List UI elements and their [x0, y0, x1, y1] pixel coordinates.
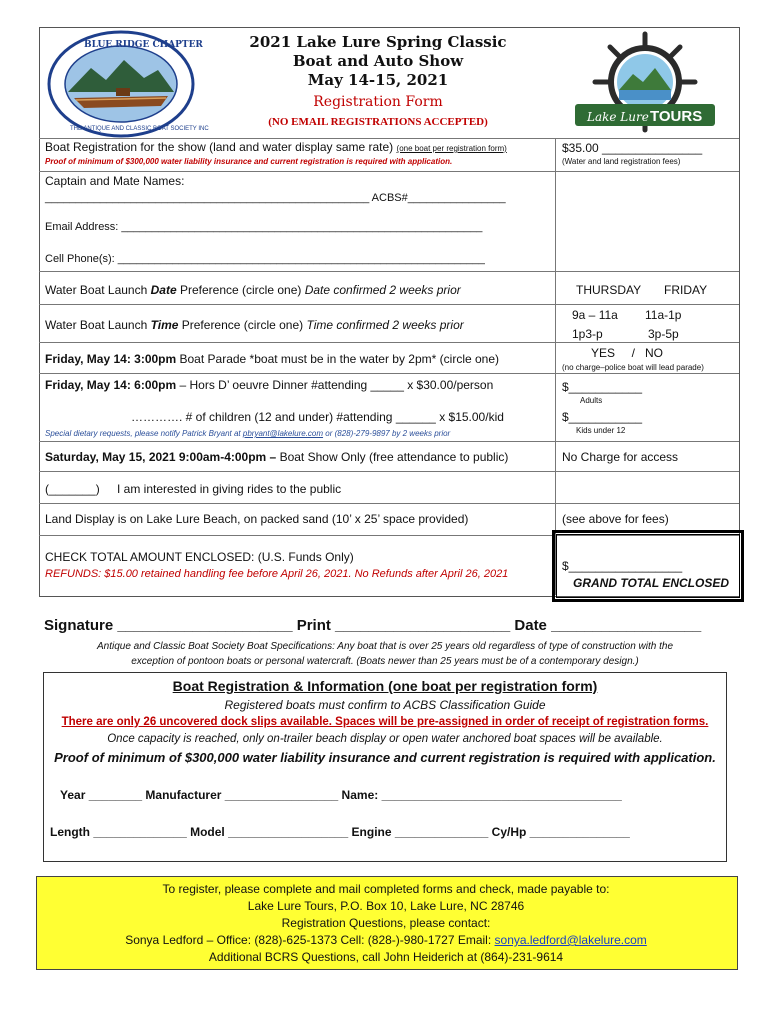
- cell-phone-field[interactable]: Cell Phone(s): ____________________________________________________________: [45, 253, 485, 265]
- boat-parade-row: Friday, May 14: 3:00pm Boat Parade *boat must be in the water by 2pm* (circle one): [45, 352, 500, 366]
- adults-label: Adults: [580, 396, 603, 405]
- lake-lure-tours-logo: [565, 30, 725, 134]
- kids-under-label: Kids under 12: [576, 426, 626, 435]
- event-title-line2: Boat and Auto Show: [292, 52, 464, 70]
- signature-print-date-line[interactable]: Signature _____________________ Print _____________________ Date __________________: [44, 617, 702, 634]
- sonya-email-link[interactable]: sonya.ledford@lakelure.com: [494, 933, 647, 947]
- dinner-adults-amount[interactable]: $___________: [562, 380, 643, 394]
- logo-right-text-2: TOURS: [650, 108, 703, 125]
- time-option-1p-3p[interactable]: 1p3-p: [572, 327, 603, 341]
- dock-slips-note: There are only 26 uncovered dock slips available. Spaces will be pre-assigned in order of receipt of registration forms.: [61, 716, 709, 728]
- grand-total-amount[interactable]: $_________________: [562, 559, 683, 573]
- boat-registration-label: [45, 140, 507, 154]
- event-title-line1: 2021 Lake Lure Spring Classic: [249, 33, 507, 51]
- one-boat-note: (one boat per registration form): [396, 144, 507, 153]
- land-display-row: Land Display is on Lake Lure Beach, on packed sand (10’ x 25’ space provided): [45, 512, 469, 526]
- email-address-field[interactable]: Email Address: ___________________________________________________________: [45, 221, 483, 233]
- row-divider: [39, 373, 739, 374]
- saturday-show-row: Saturday, May 15, 2021 9:00am-4:00pm – Boat Show Only (free attendance to public): [45, 450, 509, 464]
- police-boat-note: (no charge–police boat will lead parade): [562, 363, 704, 372]
- boat-registration-text: Boat Registration for the show (land and water display same rate): [45, 140, 394, 154]
- logo-left-text-top: BLUE RIDGE CHAPTER: [84, 40, 203, 50]
- see-above-fees: (see above for fees): [562, 512, 669, 526]
- proof-insurance-box-note: Proof of minimum of $300,000 water liability insurance and current registration is required with application.: [54, 750, 716, 765]
- length-model-engine-fields[interactable]: Length ______________ Model __________________ Engine ______________ Cy/Hp _______________: [50, 825, 630, 839]
- time-option-3p-5p[interactable]: 3p-5p: [648, 327, 679, 341]
- column-divider: [555, 138, 556, 595]
- parade-yes-no[interactable]: YES / NO: [591, 346, 664, 360]
- time-option-9a-11a[interactable]: 9a – 11a: [572, 308, 618, 322]
- check-total-label: CHECK TOTAL AMOUNT ENCLOSED: (U.S. Funds Only): [45, 550, 354, 564]
- grand-total-label: GRAND TOTAL ENCLOSED: [573, 576, 730, 590]
- time-option-11a-1p[interactable]: 11a-1p: [645, 308, 682, 322]
- children-row: …………. # of children (12 and under) #attending ______ x $15.00/kid: [131, 410, 504, 424]
- launch-time-preference: Water Boat Launch Time Preference (circle one) Time confirmed 2 weeks prior: [45, 318, 464, 332]
- blue-ridge-chapter-logo: [46, 30, 209, 138]
- row-divider: [39, 503, 739, 504]
- footer-line3: Registration Questions, please contact:: [281, 916, 491, 930]
- capacity-note: Once capacity is reached, only on-trailer beach display or open water anchored boat spaces will be available.: [107, 733, 663, 745]
- captain-label: Captain and Mate Names:: [45, 174, 185, 188]
- logo-right-text-1: Lake Lure: [587, 110, 649, 124]
- footer-line2: Lake Lure Tours, P.O. Box 10, Lake Lure, NC 28746: [247, 899, 525, 913]
- specs-line1: Antique and Classic Boat Society Boat Specifications: Any boat that is over 25 years old regardless of type of construction with the: [96, 641, 674, 652]
- row-divider: [39, 342, 739, 343]
- acbs-guide-note: Registered boats must confirm to ACBS Classification Guide: [224, 698, 546, 712]
- boat-registration-price[interactable]: $35.00 _______________: [562, 141, 703, 155]
- specs-line2: exception of pontoon boats or personal watercraft. (Boats newer than 25 years must be of a contemporary design.): [131, 656, 639, 667]
- logo-left-text-bottom: THE ANTIQUE AND CLASSIC BOAT SOCIETY INC: [70, 126, 209, 132]
- dinner-row: Friday, May 14: 6:00pm – Hors D’ oeuvre Dinner #attending _____ x $30.00/person: [45, 378, 494, 392]
- rides-blank[interactable]: (_______): [45, 482, 100, 496]
- boat-info-heading: Boat Registration & Information (one boat per registration form): [172, 678, 598, 694]
- refunds-note: REFUNDS: $15.00 retained handling fee before April 26, 2021. No Refunds after April 26, 2021: [45, 568, 509, 580]
- captain-names-field[interactable]: _____________________________________________________ ACBS#________________: [45, 192, 506, 204]
- no-email-notice: (NO EMAIL REGISTRATIONS ACCEPTED): [268, 116, 488, 128]
- event-title-line3: May 14-15, 2021: [307, 71, 449, 89]
- day-option-friday[interactable]: FRIDAY: [664, 283, 708, 297]
- row-divider: [39, 271, 739, 272]
- year-manufacturer-name-fields[interactable]: Year ________ Manufacturer _________________ Name: ____________________________________: [60, 788, 622, 802]
- footer-line5: Additional BCRS Questions, call John Heiderich at (864)-231-9614: [208, 950, 564, 964]
- day-option-thursday[interactable]: THURSDAY: [576, 283, 642, 297]
- launch-date-preference: Water Boat Launch Date Preference (circle one) Date confirmed 2 weeks prior: [45, 283, 461, 297]
- fees-note: (Water and land registration fees): [562, 157, 681, 166]
- row-divider: [39, 441, 739, 442]
- footer-line1: To register, please complete and mail completed forms and check, made payable to:: [162, 882, 610, 896]
- row-divider: [39, 304, 739, 305]
- row-divider: [39, 171, 555, 172]
- row-divider: [39, 138, 739, 139]
- dietary-email-link[interactable]: pbryant@lakelure.com: [242, 429, 324, 438]
- footer-line4: Sonya Ledford – Office: (828)-625-1373 Cell: (828-)-980-1727 Email: sonya.ledford@lakelure.com: [125, 933, 647, 947]
- no-charge-label: No Charge for access: [562, 450, 679, 464]
- registration-form-subtitle: Registration Form: [313, 94, 443, 110]
- kids-amount[interactable]: $___________: [562, 410, 643, 424]
- row-divider: [555, 171, 739, 172]
- dietary-requests-note: Special dietary requests, please notify Patrick Bryant at pbryant@lakelure.com or (828)-279-9897 by 2 weeks prior: [45, 429, 451, 438]
- proof-insurance-note: Proof of minimum of $300,000 water liability insurance and current registration is required with application.: [45, 157, 453, 166]
- rides-text: I am interested in giving rides to the public: [117, 482, 342, 496]
- row-divider: [39, 471, 739, 472]
